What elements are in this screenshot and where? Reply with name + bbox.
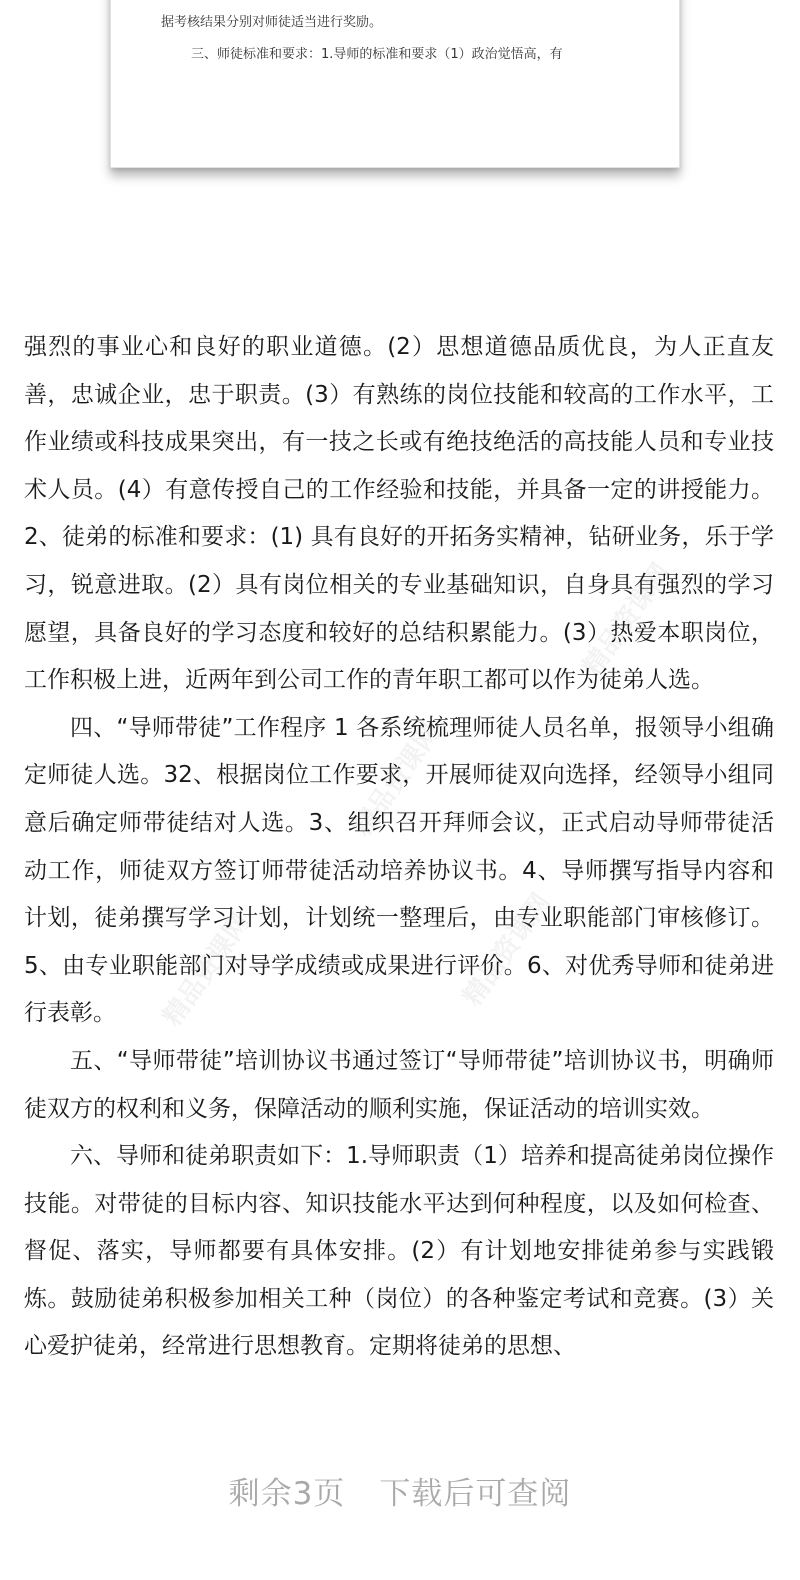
preview-page-card bbox=[110, 0, 680, 168]
body-paragraph: 四、“导师带徒”工作程序 1 各系统梳理师徒人员名单，报领导小组确定师徒人选。32、根据岗位工作要求，开展师徒双向选择，经领导小组同意后确定师带徒结对人选。3、组织召开拜师会议，正式启动导师带徒活动工作，师徒双方签订师带徒活动培养协议书。4、导师撰写指导内容和计划，徒弟撰写学习计划，计划统一整理后，由专业职能部门审核修订。5、由专业职能部门对导学成绩或成果进行评价。6、对优秀导师和徒弟进行表彰。 bbox=[24, 714, 774, 1027]
remaining-pages-banner[interactable] bbox=[0, 1468, 800, 1513]
remaining-pages-count: 剩余3页 bbox=[228, 1476, 346, 1512]
body-paragraph: 强烈的事业心和良好的职业道德。(2）思想道德品质优良，为人正直友善，忠诚企业，忠于职责。(3）有熟练的岗位技能和较高的工作水平，工作业绩或科技成果突出，有一技之长或有绝技绝活的高技能人员和专业技术人员。(4）有意传授自己的工作经验和技能，并具备一定的讲授能力。2、徒弟的标准和要求：(1) 具有良好的开拓务实精神，钻研业务，乐于学习，锐意进取。(2）具有岗位相关的专业基础知识，自身具有强烈的学习愿望，具备良好的学习态度和较好的总结积累能力。(3）热爱本职岗位，工作积极上进，近两年到公司工作的青年职工都可以作为徒弟人选。 bbox=[24, 334, 774, 694]
watermark-mark: 精品资课网 bbox=[577, 558, 677, 682]
watermark-mark: 精品资课网 bbox=[157, 908, 257, 1032]
download-hint: 下载后可查阅 bbox=[379, 1476, 572, 1512]
watermark-mark: 精品资课网 bbox=[347, 718, 447, 842]
watermark-mark: 精品资课网 bbox=[457, 888, 557, 1012]
preview-card-line: 据考核结果分别对师徒适当进行奖励。 bbox=[161, 15, 383, 30]
document-body bbox=[24, 324, 774, 1371]
body-paragraph: 五、“导师带徒”培训协议书通过签订“导师带徒”培训协议书，明确师徒双方的权利和义务，保障活动的顺利实施，保证活动的培训实效。 bbox=[24, 1047, 774, 1122]
body-paragraph: 六、导师和徒弟职责如下：1.导师职责（1）培养和提高徒弟岗位操作技能。对带徒的目标内容、知识技能水平达到何种程度，以及如何检查、督促、落实，导师都要有具体安排。(2）有计划地安排徒弟参与实践锻炼。鼓励徒弟积极参加相关工种（岗位）的各种鉴定考试和竞赛。(3）关心爱护徒弟，经常进行思想教育。定期将徒弟的思想、 bbox=[24, 1143, 774, 1360]
preview-card-line: 三、师徒标准和要求：1.导师的标准和要求（1）政治觉悟高，有 bbox=[191, 47, 563, 62]
